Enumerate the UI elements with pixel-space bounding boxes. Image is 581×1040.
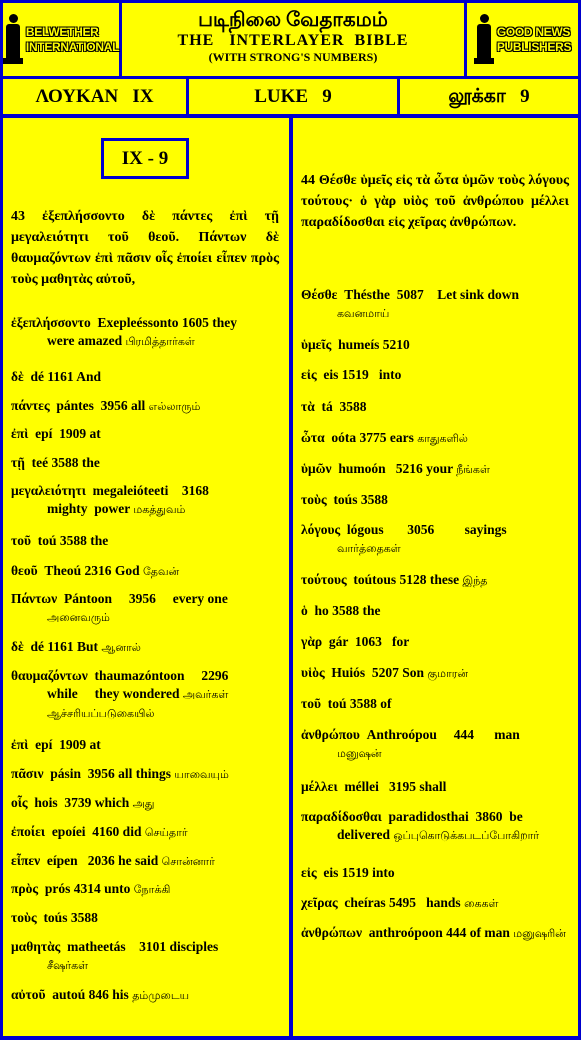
word-entry	[301, 695, 569, 713]
word-entry	[11, 368, 279, 386]
word-entry	[301, 286, 569, 323]
translit-strongs-gloss: méllei 3195 shall	[337, 779, 450, 794]
greek-word: εἰς	[301, 865, 317, 880]
tamil-gloss: வார்த்தைகள்	[337, 543, 401, 555]
translit-strongs-gloss: dé 1161 But	[23, 639, 102, 654]
translit-strongs-gloss: megaleióteeti 3168	[85, 483, 213, 498]
translit-strongs-gloss: dé 1161 And	[23, 369, 105, 384]
word-entry	[301, 491, 569, 509]
belwether-logo-box	[3, 3, 119, 76]
word-entry	[11, 823, 279, 842]
translit-strongs-gloss: epí 1909 at	[28, 737, 105, 752]
translit-strongs-gloss: pántes 3956 all	[49, 398, 149, 413]
greek-word: μαθητὰς	[11, 939, 61, 954]
logo-line-2: PUBLISHERS	[496, 39, 572, 54]
translit-strongs-gloss: epoíei 4160 did	[45, 824, 145, 839]
word-entry	[301, 726, 569, 763]
translit-strongs-gloss: eis 1519 into	[316, 367, 405, 382]
word-entry	[301, 460, 569, 479]
word-entry	[11, 794, 279, 813]
tamil-gloss: கவனமாய்	[337, 308, 390, 320]
greek-word: ἐπὶ	[11, 737, 29, 752]
tamil-gloss: கைகள்	[464, 898, 499, 910]
greek-word: τούτους	[301, 572, 347, 587]
greek-word: υἱὸς	[301, 665, 325, 680]
word-entry	[301, 808, 569, 845]
greek-word: ἀνθρώπου	[301, 727, 360, 742]
translit-strongs-gloss: toús 3588	[326, 492, 392, 507]
greek-word: ὑμεῖς	[301, 337, 332, 352]
translit-strongs-gloss: Anthroópou 444 man	[359, 727, 524, 742]
figure-icon	[474, 14, 494, 66]
title-tamil: படிநிலை வேதாகமம்	[198, 9, 388, 31]
greek-word: ὦτα	[301, 430, 325, 445]
translit-strongs-gloss: toú 3588 the	[30, 533, 112, 548]
greek-word: τοῦ	[301, 696, 321, 711]
greek-word: ἐξεπλήσσοντο	[11, 315, 91, 330]
word-entry	[11, 454, 279, 472]
translit-strongs-gloss: eípen 2036 he said	[40, 853, 162, 868]
translit-strongs-gloss: Pántoon 3956 every one	[57, 591, 232, 606]
greek-word: μέλλει	[301, 779, 338, 794]
title-english: THE INTERLAYER BIBLE	[177, 32, 409, 49]
tamil-gloss: குமாரன்	[427, 668, 469, 680]
greek-word: τὰ	[301, 399, 315, 414]
translit-strongs-gloss: gár 1063 for	[322, 634, 413, 649]
translit-strongs-gloss: ho 3588 the	[307, 603, 384, 618]
tamil-gloss: காதுகளில்	[417, 433, 468, 445]
word-entry	[11, 736, 279, 754]
translit-strongs-gloss: thaumazóntoon 2296	[87, 668, 232, 683]
greek-word: παραδίδοσθαι	[301, 809, 382, 824]
logo-line-2: INTERNATIONAL	[25, 39, 120, 54]
translit-strongs-gloss: epí 1909 at	[28, 426, 105, 441]
greek-word: Πάντων	[11, 591, 58, 606]
ref-greek: ΛΟΥΚΑΝ IX	[3, 79, 186, 114]
tamil-gloss: நீங்கள்	[456, 464, 490, 476]
ref-english: LUKE 9	[189, 79, 397, 114]
chapter-label: IX - 9	[101, 138, 189, 179]
tamil-gloss: மனுஷரின்	[513, 928, 566, 940]
word-entry	[301, 633, 569, 651]
greek-word: ἀνθρώπων	[301, 925, 363, 940]
greek-word: χεῖρας	[301, 895, 338, 910]
tamil-gloss: அது	[132, 798, 155, 810]
word-entry	[11, 562, 279, 581]
belwether-logo	[3, 14, 119, 66]
translit-strongs-gloss: toútous 5128 these	[346, 572, 463, 587]
greek-word: εἶπεν	[11, 853, 41, 868]
greek-word: πᾶσιν	[11, 766, 44, 781]
translit-strongs-gloss: Theoú 2316 God	[37, 563, 143, 578]
word-entry	[11, 590, 279, 627]
translit-strongs-gloss: humeís 5210	[331, 337, 414, 352]
tamil-gloss: தம்முடைய	[132, 990, 190, 1002]
gloss-continued: while they wondered	[47, 686, 183, 701]
word-entry	[301, 398, 569, 416]
right-column	[293, 118, 578, 1036]
greek-word: οἷς	[11, 795, 28, 810]
word-entry	[301, 429, 569, 448]
word-entry	[11, 986, 279, 1005]
greek-word: πρὸς	[11, 881, 39, 896]
tamil-gloss: அனைவரும்	[47, 612, 110, 624]
translit-strongs-gloss: humoón 5216 your	[331, 461, 457, 476]
greek-word: ἐπὶ	[11, 426, 29, 441]
translit-strongs-gloss: pásin 3956 all things	[43, 766, 175, 781]
title-box	[122, 3, 464, 76]
translit-strongs-gloss: tá 3588	[314, 399, 370, 414]
word-entry	[11, 667, 279, 723]
tamil-gloss: ஆனால்	[101, 642, 141, 654]
tamil-gloss: தேவன்	[142, 566, 180, 578]
gloss-continued: delivered	[337, 827, 394, 842]
greek-word: τοὺς	[301, 492, 327, 507]
greek-word: δὲ	[11, 639, 24, 654]
word-entry	[301, 571, 569, 590]
verse-43-text: 43 ἐξεπλήσσοντο δὲ πάντες ἐπὶ τῇ μεγαλειότητι τοῦ θεοῦ. Πάντων δὲ θαυμαζόντων ἐπὶ πᾶσιν οἷς ἐποίει εἶπεν πρὸς τοὺς μαθητὰς αὐτοῦ,	[11, 209, 279, 287]
greek-word: ὑμῶν	[301, 461, 332, 476]
good-news-logo	[474, 14, 571, 66]
greek-word: θεοῦ	[11, 563, 38, 578]
left-column	[3, 118, 289, 1036]
translit-strongs-gloss: hois 3739 which	[27, 795, 133, 810]
word-entry	[11, 880, 279, 899]
tamil-gloss: இந்த	[462, 575, 488, 587]
word-entry	[301, 521, 569, 558]
greek-word: πάντες	[11, 398, 50, 413]
greek-word: εἰς	[301, 367, 317, 382]
greek-word: θαυμαζόντων	[11, 668, 88, 683]
translit-strongs-gloss: prós 4314 unto	[38, 881, 134, 896]
tamil-gloss: யாவையும்	[174, 769, 229, 781]
translit-strongs-gloss: oóta 3775 ears	[324, 430, 418, 445]
greek-word: γὰρ	[301, 634, 323, 649]
greek-word: Θέσθε	[301, 287, 338, 302]
logo-line-1: BELWETHER	[25, 24, 99, 39]
translit-strongs-gloss: lógous 3056 sayings	[340, 522, 511, 537]
word-entry	[11, 638, 279, 657]
translit-strongs-gloss: cheíras 5495 hands	[337, 895, 465, 910]
tamil-gloss: எல்லாரும்	[148, 401, 201, 413]
tamil-gloss: மகத்துவம்	[133, 504, 186, 516]
translit-strongs-gloss: anthroópoon 444 of man	[362, 925, 514, 940]
translit-strongs-gloss: Huiós 5207 Son	[324, 665, 428, 680]
translit-strongs-gloss: autoú 846 his	[45, 987, 133, 1002]
translit-strongs-gloss: toús 3588	[36, 910, 102, 925]
translit-strongs-gloss: paradidosthai 3860 be	[381, 809, 527, 824]
word-entry	[301, 336, 569, 354]
greek-word: τῇ	[11, 455, 25, 470]
subtitle: (WITH STRONG'S NUMBERS)	[208, 50, 378, 64]
gloss-continued: were amazed	[47, 333, 126, 348]
tamil-gloss: நோக்கி	[133, 884, 171, 896]
good-news-logo-box	[467, 3, 578, 76]
word-entry	[11, 765, 279, 784]
translit-strongs-gloss: eis 1519 into	[316, 865, 399, 880]
word-entry	[301, 894, 569, 913]
gloss-continued: mighty power	[47, 501, 134, 516]
word-entry	[11, 852, 279, 871]
ref-tamil: லூக்கா 9	[400, 79, 578, 114]
tamil-gloss: அவர்கள் ஆச்சரியப்படுகையில்	[47, 689, 229, 720]
greek-word: ὁ	[301, 603, 308, 618]
tamil-gloss: செய்தார்	[144, 827, 188, 839]
word-entry	[11, 482, 279, 519]
logo-line-1: GOOD NEWS	[496, 24, 571, 39]
greek-word: τοῦ	[11, 533, 31, 548]
translit-strongs-gloss: toú 3588 of	[320, 696, 395, 711]
greek-word: αὐτοῦ	[11, 987, 46, 1002]
word-entry	[11, 314, 279, 351]
word-entry	[301, 864, 569, 882]
word-entry	[11, 909, 279, 927]
tamil-gloss: ஒப்புகொடுக்கபடப்போகிறார்	[393, 830, 540, 842]
tamil-gloss: பிரமித்தார்கள்	[125, 336, 195, 348]
word-entry	[11, 532, 279, 550]
word-entry	[11, 425, 279, 443]
greek-word: δὲ	[11, 369, 24, 384]
tamil-gloss: மனுஷன்	[337, 748, 382, 760]
translit-strongs-gloss: Thésthe 5087 Let sink down	[337, 287, 523, 302]
word-entry	[11, 938, 279, 975]
word-entry	[301, 366, 569, 384]
word-entry	[11, 397, 279, 416]
tamil-gloss: சீஷர்கள்	[47, 960, 89, 972]
word-entry	[301, 924, 569, 943]
translit-strongs-gloss: matheetás 3101 disciples	[60, 939, 222, 954]
greek-word: μεγαλειότητι	[11, 483, 86, 498]
word-entry	[301, 778, 569, 796]
translit-strongs-gloss: teé 3588 the	[24, 455, 104, 470]
word-entry	[301, 664, 569, 683]
greek-word: λόγους	[301, 522, 341, 537]
figure-icon	[3, 14, 23, 66]
translit-strongs-gloss: Exepleéssonto 1605 they	[90, 315, 241, 330]
word-entry	[301, 602, 569, 620]
tamil-gloss: சொன்னார்	[161, 856, 215, 868]
greek-word: τοὺς	[11, 910, 37, 925]
verse-44-text: 44 Θέσθε ὑμεῖς εἰς τὰ ὦτα ὑμῶν τοὺς λόγους τούτους· ὁ γὰρ υἱὸς τοῦ ἀνθρώπου μέλλει παραδίδοσθαι εἰς χεῖρας ἀνθρώπων.	[301, 173, 569, 230]
greek-word: ἐποίει	[11, 824, 46, 839]
